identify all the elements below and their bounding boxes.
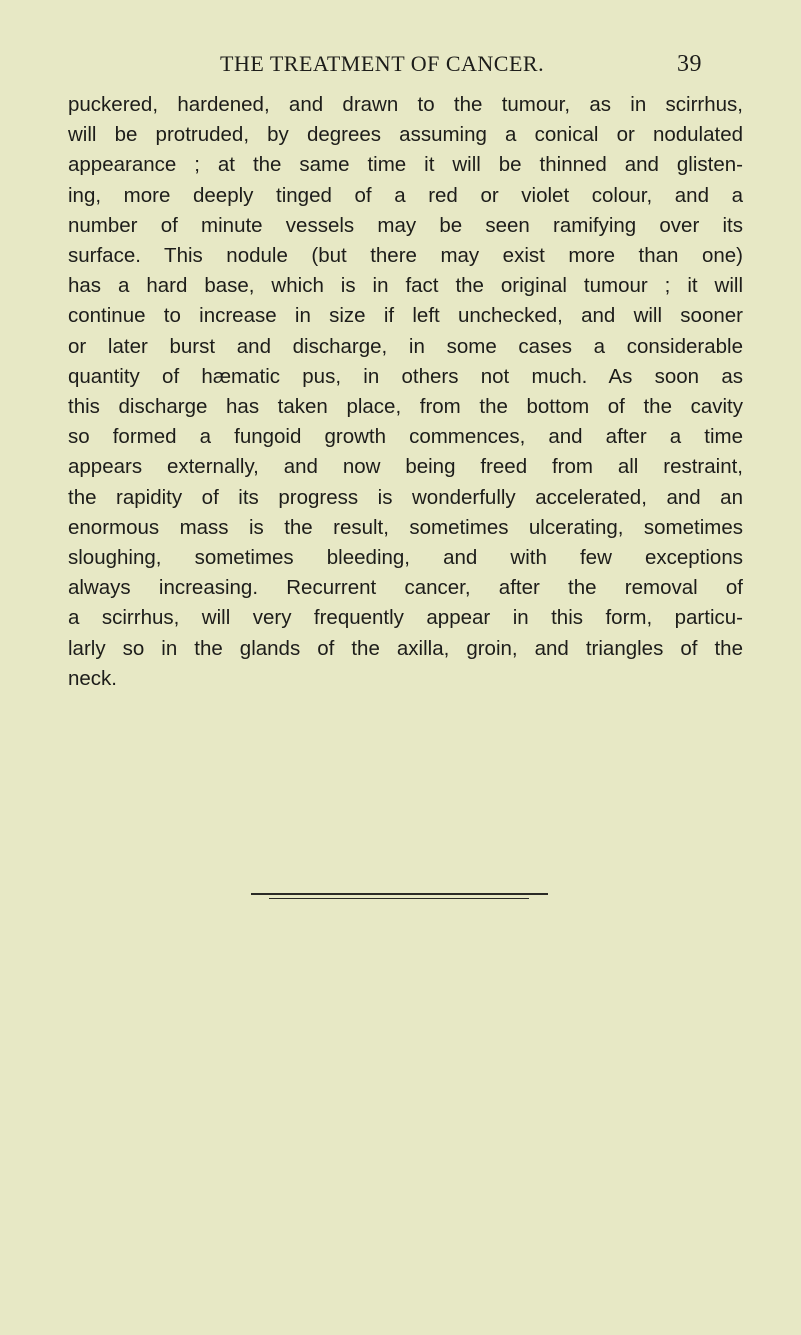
text-line: always increasing. Recurrent cancer, after the removal of [68, 576, 743, 600]
rule-line [251, 893, 548, 895]
text-line: the rapidity of its progress is wonderfully accelerated, and an [68, 485, 743, 509]
text-line: or later burst and discharge, in some cases a considerable [68, 334, 743, 358]
text-line: larly so in the glands of the axilla, groin, and triangles of the [68, 636, 743, 660]
text-line: neck. [68, 666, 117, 690]
text-line: has a hard base, which is in fact the original tumour ; it will [68, 274, 743, 298]
text-line: sloughing, sometimes bleeding, and with few exceptions [68, 546, 743, 570]
running-head [0, 51, 801, 81]
text-line: a scirrhus, will very frequently appear in this form, particu- [68, 606, 743, 630]
section-end-rule [251, 893, 548, 902]
body-paragraph [68, 90, 743, 694]
page-number: 39 [677, 51, 702, 77]
text-line: surface. This nodule (but there may exist more than one) [68, 244, 743, 268]
text-line: will be protruded, by degrees assuming a conical or nodulated [68, 123, 743, 147]
text-line: ing, more deeply tinged of a red or violet colour, and a [68, 183, 743, 207]
text-line: puckered, hardened, and drawn to the tumour, as in scirrhus, [68, 93, 743, 116]
text-line: appearance ; at the same time it will be thinned and glisten- [68, 153, 743, 177]
text-line: appears externally, and now being freed from all restraint, [68, 455, 743, 479]
text-line: continue to increase in size if left unchecked, and will sooner [68, 304, 743, 328]
text-line: number of minute vessels may be seen ramifying over its [68, 213, 743, 237]
running-title: THE TREATMENT OF CANCER. [220, 51, 545, 76]
text-line: quantity of hæmatic pus, in others not much. As soon as [68, 364, 743, 388]
rule-line [269, 898, 529, 900]
text-line: enormous mass is the result, sometimes ulcerating, sometimes [68, 515, 743, 539]
text-line: so formed a fungoid growth commences, and after a time [68, 425, 743, 449]
text-line: this discharge has taken place, from the bottom of the cavity [68, 395, 743, 419]
